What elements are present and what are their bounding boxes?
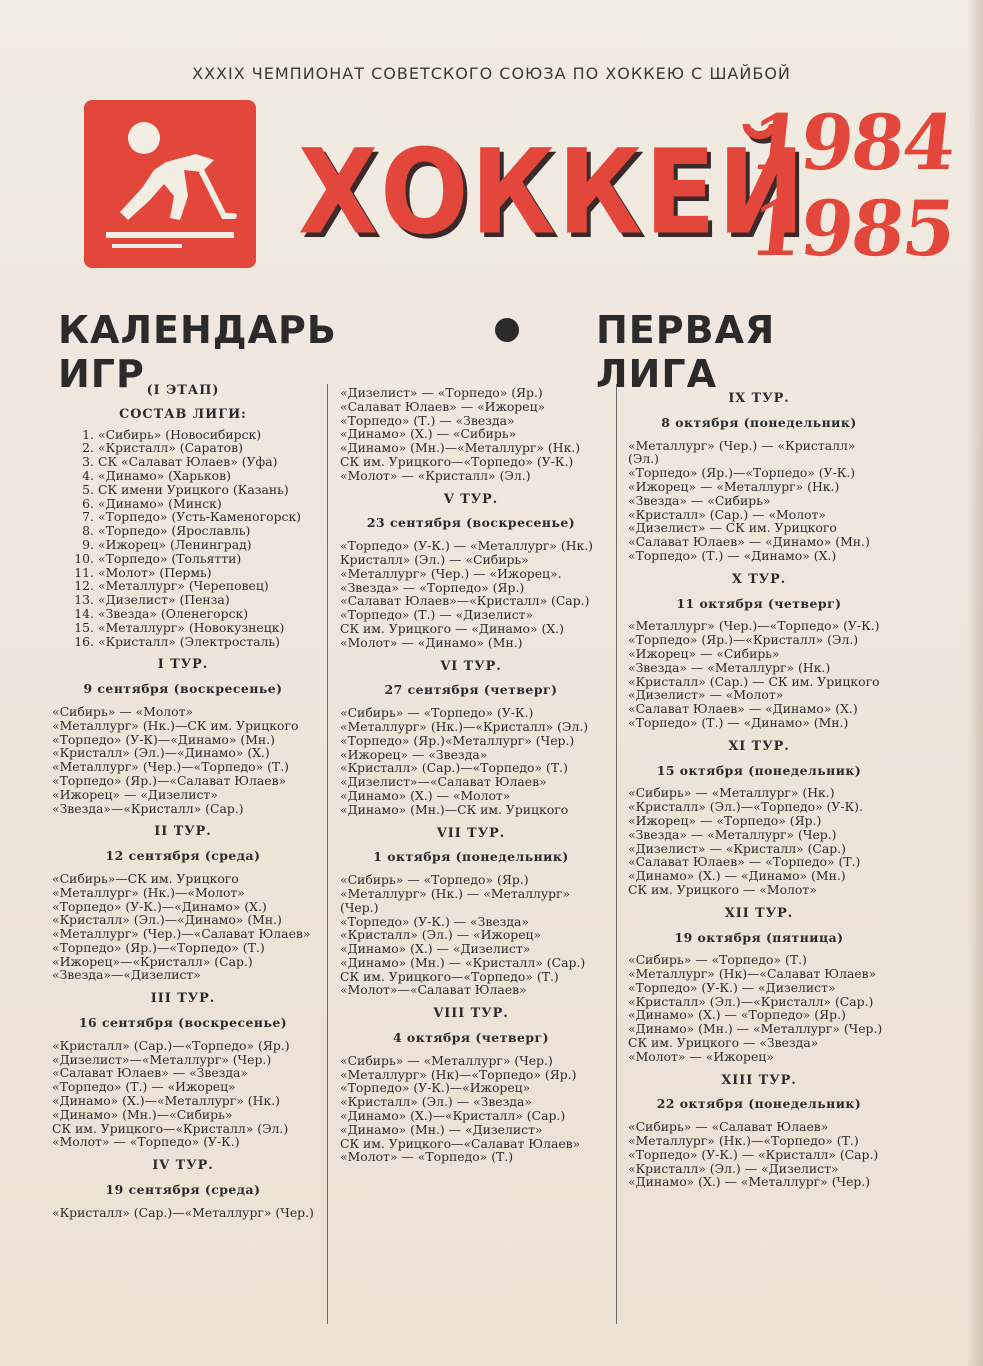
hockey-logo: [84, 100, 256, 268]
team-number: 6.: [82, 495, 94, 511]
match-line: СК им. Урицкого—«Торпедо» (Т.): [340, 968, 559, 984]
team-name: СК имени Урицкого (Казань): [98, 481, 289, 497]
match-line: «Звезда»—«Кристалл» (Сар.): [52, 800, 244, 816]
team-list: [52, 428, 314, 649]
team-entry: [72, 621, 314, 635]
hockey-player-icon: [84, 100, 256, 268]
page-edge-shadow: [967, 0, 983, 1366]
match-line: «Сибирь» — «Молот»: [52, 703, 194, 719]
season-years: [745, 98, 959, 273]
match-line: «Сибирь» — «Салават Юлаев»: [628, 1119, 829, 1135]
team-number: 7.: [82, 509, 94, 525]
match-line: «Динамо» (Х.) — «Металлург» (Чер.): [628, 1174, 871, 1190]
match-line: «Торпедо» (Т.) — «Ижорец»: [52, 1079, 236, 1095]
round-date: 15 октября (понедельник): [656, 762, 862, 778]
match-line: «Металлург» (Чер.)—«Торпедо» (Т.): [52, 759, 289, 775]
match-line: «Салават Юлаев» — «Динамо» (Мн.): [628, 534, 870, 550]
match-line: «Торпедо» (Т.) — «Динамо» (Х.): [628, 547, 837, 563]
team-name: СК «Салават Юлаев» (Уфа): [98, 454, 278, 470]
team-entry: [72, 497, 314, 511]
match-line: «Кристалл» (Сар.) — СК им. Урицкого: [628, 673, 880, 689]
round-title: I ТУР.: [157, 657, 209, 673]
stage-title: (I ЭТАП): [146, 383, 220, 398]
league-title: ПЕРВАЯ ЛИГА: [596, 308, 776, 396]
team-number: 10.: [74, 550, 94, 566]
team-name: «Торпедо» (Ярославль): [98, 523, 251, 539]
round-title: IV ТУР.: [152, 1158, 214, 1174]
match-line: «Динамо» (Х.) — «Молот»: [340, 787, 511, 803]
team-entry: [72, 428, 314, 442]
schedule-column-2: [340, 386, 602, 1164]
round-date: 12 сентября (среда): [105, 848, 261, 864]
match-line: СК им. Урицкого—«Кристалл» (Эл.): [52, 1120, 289, 1136]
team-number: 3.: [82, 454, 94, 470]
match-line: «Дизелист»—«Салават Юлаев»: [340, 774, 547, 790]
match-line: «Ижорец» — «Торпедо» (Яр.): [628, 812, 822, 828]
match-line: «Торпедо» (У-К.)—«Динамо» (Х.): [52, 898, 267, 914]
match-line: СК им. Урицкого—«Торпедо» (У-К.): [340, 453, 574, 469]
team-name: «Кристалл» (Электросталь): [98, 633, 280, 649]
round-date: 22 октября (понедельник): [656, 1096, 862, 1112]
rounds-list: [52, 658, 314, 1219]
round-block: [52, 1159, 314, 1219]
team-entry: [72, 607, 314, 621]
match-line: «Торпедо» (У-К)—«Динамо» (Мн.): [52, 731, 275, 747]
match-line: «Металлург» (Нк.)—«Кристалл» (Эл.): [340, 718, 589, 734]
round-title: V ТУР.: [443, 491, 499, 507]
match-line: «Ижорец» — «Дизелист»: [52, 786, 218, 802]
match-line: «Торпедо» (У-К.) — «Металлург» (Нк.): [340, 538, 594, 554]
match-line: «Звезда» — «Торпедо» (Яр.): [340, 579, 525, 595]
round-block: [340, 660, 602, 817]
round-date: 19 сентября (среда): [105, 1182, 261, 1198]
team-number: 5.: [82, 481, 94, 497]
match-line: СК им. Урицкого—«Салават Юлаев»: [340, 1135, 581, 1151]
match-line: «Торпедо» (Яр.)—«Торпедо» (У-К.): [628, 465, 856, 481]
team-name: «Кристалл» (Саратов): [98, 440, 243, 456]
championship-title: XXXIX ЧЕМПИОНАТ СОВЕТСКОГО СОЮЗА ПО ХОККЕЮ С ШАЙБОЙ: [192, 64, 791, 83]
round-title: III ТУР.: [150, 991, 216, 1007]
match-line: «Динамо» (Мн.)—«Сибирь»: [52, 1106, 233, 1122]
match-line: «Металлург» (Нк.)—«Молот»: [52, 884, 245, 900]
match-line: «Сибирь» — «Торпедо» (У-К.): [340, 705, 534, 721]
team-entry: [72, 635, 314, 649]
match-line: «Динамо» (Мн.)—СК им. Урицкого: [340, 801, 569, 817]
match-line: «Молот»—«Салават Юлаев»: [340, 982, 527, 998]
team-entry: [72, 566, 314, 580]
round-block: [340, 1007, 602, 1164]
round-date: 9 сентября (воскресенье): [83, 681, 283, 697]
match-line: «Ижорец»—«Кристалл» (Сар.): [52, 953, 253, 969]
match-line: «Металлург» (Чер.)—«Салават Юлаев»: [52, 926, 311, 942]
match-line: «Торпедо» (Т.) — «Звезда»: [340, 412, 515, 428]
match-line: «Динамо» (Х.) — «Торпедо» (Яр.): [628, 1007, 846, 1023]
match-line: «Торпедо» (Яр.)—«Торпедо» (Т.): [52, 939, 265, 955]
match-line: «Салават Юлаев» — «Звезда»: [52, 1065, 249, 1081]
schedule-column-3: [628, 382, 890, 1189]
match-line: «Кристалл» (Сар.)—«Торпедо» (Т.): [340, 760, 568, 776]
match-line: «Дизелист» — «Торпедо» (Яр.): [340, 385, 543, 400]
match-line: «Сибирь» — «Торпедо» (Яр.): [340, 872, 529, 888]
round-block: [628, 1074, 890, 1190]
team-entry: [72, 455, 314, 469]
round-date: 16 сентября (воскресенье): [78, 1015, 288, 1031]
team-name: «Ижорец» (Ленинград): [98, 536, 252, 552]
match-line: «Кристалл» (Эл.) — «Ижорец»: [340, 927, 542, 943]
match-line: «Металлург» (Нк.)—«Торпедо» (Т.): [628, 1133, 859, 1149]
column-divider: [327, 384, 328, 1324]
round-title: II ТУР.: [154, 824, 212, 840]
round-title: XIII ТУР.: [721, 1072, 797, 1088]
match-line: «Металлург» (Чер.)—«Торпедо» (У-К.): [628, 618, 880, 634]
season-year-start: 1984: [745, 98, 959, 187]
round-block: [52, 825, 314, 982]
team-entry: [72, 483, 314, 497]
match-line: «Салават Юлаев»—«Кристалл» (Сар.): [340, 593, 590, 609]
match-line: «Сибирь» — «Торпедо» (Т.): [628, 952, 807, 968]
team-entry: [72, 524, 314, 538]
team-number: 16.: [74, 633, 94, 649]
match-line: «Сибирь» — «Металлург» (Нк.): [628, 785, 835, 801]
team-entry: [72, 538, 314, 552]
round-title: XII ТУР.: [724, 905, 794, 921]
match-line: «Сибирь» — «Металлург» (Чер.): [340, 1052, 553, 1068]
match-line: СК им. Урицкого — «Молот»: [628, 881, 817, 897]
round-date: 8 октября (понедельник): [661, 414, 857, 430]
match-line: «Кристалл» (Сар.)—«Торпедо» (Яр.): [52, 1037, 290, 1053]
match-line: «Динамо» (Х.) — «Дизелист»: [340, 941, 531, 957]
round-continuation: [340, 386, 602, 483]
match-line: «Торпедо» (Т.) — «Дизелист»: [340, 607, 534, 623]
round-date: 23 сентября (воскресенье): [366, 515, 576, 531]
match-line: СК им. Урицкого — «Звезда»: [628, 1035, 819, 1051]
match-line: «Торпедо» (Яр.)—«Салават Юлаев»: [52, 772, 287, 788]
match-line: «Металлург» (Чер.) — «Кристалл» (Эл.): [628, 437, 860, 467]
match-line: «Кристалл» (Эл.) — «Звезда»: [340, 1094, 532, 1110]
round-date: 4 октября (четверг): [393, 1030, 549, 1046]
match-line: «Динамо» (Х.) — «Динамо» (Мн.): [628, 868, 846, 884]
round-title: XI ТУР.: [728, 738, 790, 754]
match-line: «Молот» — «Динамо» (Мн.): [340, 634, 523, 650]
season-year-end: 1985: [745, 184, 959, 273]
puck-bullet: [495, 318, 519, 342]
team-entry: [72, 510, 314, 524]
team-number: 2.: [82, 440, 94, 456]
match-line: «Звезда»—«Дизелист»: [52, 967, 201, 983]
match-line: «Молот» — «Кристалл» (Эл.): [340, 467, 531, 483]
round-block: [340, 493, 602, 650]
team-number: 11.: [74, 564, 94, 580]
match-line: «Кристалл» (Эл.)—«Кристалл» (Сар.): [628, 993, 874, 1009]
match-line: СК им. Урицкого — «Динамо» (Х.): [340, 620, 564, 636]
team-number: 13.: [74, 592, 94, 608]
round-block: [52, 992, 314, 1149]
round-block: [628, 392, 890, 563]
team-name: «Молот» (Пермь): [98, 564, 212, 580]
match-line: «Металлург» (Нк)—«Торпедо» (Яр.): [340, 1066, 577, 1082]
team-name: «Сибирь» (Новосибирск): [98, 426, 262, 442]
hockey-title: ХОККЕЙ: [298, 123, 807, 261]
match-line: «Кристалл» (Эл.)—«Динамо» (Х.): [52, 745, 270, 761]
roster-title: СОСТАВ ЛИГИ:: [119, 406, 247, 422]
team-entry: [72, 441, 314, 455]
match-line: «Динамо» (Х.)—«Кристалл» (Сар.): [340, 1108, 566, 1124]
round-block: [340, 827, 602, 998]
match-line: «Салават Юлаев» — «Ижорец»: [340, 398, 546, 414]
match-line: «Молот» — «Торпедо» (У-К.): [52, 1134, 240, 1150]
match-line: «Динамо» (Х.)—«Металлург» (Нк.): [52, 1093, 280, 1109]
round-block: [628, 907, 890, 1064]
round-date: 27 сентября (четверг): [384, 682, 558, 698]
round-title: VIII ТУР.: [433, 1006, 509, 1022]
match-line: «Ижорец» — «Сибирь»: [628, 645, 780, 661]
match-line: «Ижорец» — «Металлург» (Нк.): [628, 478, 840, 494]
team-name: «Динамо» (Минск): [98, 495, 222, 511]
team-number: 15.: [74, 619, 94, 635]
match-line: «Металлург» (Нк.)—СК им. Урицкого: [52, 717, 299, 733]
match-line: «Дизелист» — «Молот»: [628, 687, 784, 703]
match-line: «Динамо» (Мн.) — «Металлург» (Чер.): [628, 1021, 883, 1037]
match-line: «Динамо» (Мн.)—«Металлург» (Нк.): [340, 440, 581, 456]
match-line: «Динамо» (Х.) — «Сибирь»: [340, 426, 517, 442]
team-name: «Металлург» (Новокузнецк): [98, 619, 285, 635]
schedule-column-1: [52, 382, 314, 1220]
round-date: 11 октября (четверг): [676, 595, 842, 611]
match-line: «Торпедо» (У-К.)—«Ижорец»: [340, 1080, 531, 1096]
match-line: «Дизелист»—«Металлург» (Чер.): [52, 1051, 272, 1067]
match-line: «Звезда» — «Сибирь»: [628, 492, 771, 508]
team-number: 12.: [74, 578, 94, 594]
team-name: «Торпедо» (Усть-Каменогорск): [98, 509, 302, 525]
round-title: IX ТУР.: [728, 391, 790, 406]
round-block: [628, 740, 890, 897]
match-line: «Молот» — «Торпедо» (Т.): [340, 1149, 514, 1165]
match-line: «Звезда» — «Металлург» (Нк.): [628, 659, 831, 675]
match-line: «Торпедо» (Яр.)—«Кристалл» (Эл.): [628, 632, 859, 648]
team-name: «Металлург» (Череповец): [98, 578, 269, 594]
match-line: «Дизелист» — СК им. Урицкого: [628, 520, 837, 536]
team-entry: [72, 593, 314, 607]
team-number: 8.: [82, 523, 94, 539]
match-line: «Кристалл» (Эл.)—«Торпедо» (У-К).: [628, 799, 863, 815]
match-line: «Звезда» — «Металлург» (Чер.): [628, 826, 837, 842]
team-number: 14.: [74, 605, 94, 621]
match-line: «Динамо» (Мн.) — «Дизелист»: [340, 1121, 543, 1137]
round-title: X ТУР.: [731, 571, 787, 587]
round-block: [628, 573, 890, 730]
match-line: «Кристалл» (Эл.) — «Дизелист»: [628, 1160, 839, 1176]
match-line: «Металлург» (Нк)—«Салават Юлаев»: [628, 966, 877, 982]
round-title: VI ТУР.: [440, 658, 502, 674]
team-name: «Торпедо» (Тольятти): [98, 550, 242, 566]
round-date: 1 октября (понедельник): [373, 849, 569, 865]
match-line: «Торпедо» (У-К.) — «Звезда»: [340, 913, 530, 929]
match-line: «Динамо» (Мн.) — «Кристалл» (Сар.): [340, 954, 586, 970]
match-line: «Кристалл» (Сар.)—«Металлург» (Чер.): [52, 1204, 314, 1220]
round-block: [52, 658, 314, 815]
match-line: «Торпедо» (Т.) — «Динамо» (Мн.): [628, 714, 849, 730]
match-line: «Молот» — «Ижорец»: [628, 1048, 774, 1064]
match-line: «Торпедо» (У-К.) — «Дизелист»: [628, 979, 836, 995]
match-line: «Торпедо» (У-К.) — «Кристалл» (Сар.): [628, 1146, 879, 1162]
team-name: «Дизелист» (Пенза): [98, 592, 230, 608]
team-number: 1.: [82, 426, 94, 442]
rounds-list: [340, 493, 602, 1165]
team-number: 4.: [82, 467, 94, 483]
match-line: «Торпедо» (Яр.)«Металлург» (Чер.): [340, 732, 575, 748]
match-line: «Металлург» (Чер.) — «Ижорец».: [340, 565, 562, 581]
match-line: Кристалл» (Эл.) — «Сибирь»: [340, 551, 529, 567]
match-line: «Ижорец» — «Звезда»: [340, 746, 488, 762]
match-line: «Салават Юлаев» — «Динамо» (Х.): [628, 701, 858, 717]
team-name: «Звезда» (Оленегорск): [98, 605, 249, 621]
calendar-title: КАЛЕНДАРЬ ИГР: [58, 308, 337, 396]
team-entry: [72, 469, 314, 483]
match-line: «Дизелист» — «Кристалл» (Сар.): [628, 840, 846, 856]
match-line: «Салават Юлаев» — «Торпедо» (Т.): [628, 854, 861, 870]
team-name: «Динамо» (Харьков): [98, 467, 231, 483]
rounds-list: [628, 392, 890, 1189]
team-entry: [72, 552, 314, 566]
match-line: «Кристалл» (Эл.)—«Динамо» (Мн.): [52, 912, 282, 928]
match-line: «Металлург» (Нк.) — «Металлург» (Чер.): [340, 885, 575, 915]
match-line: «Кристалл» (Сар.) — «Молот»: [628, 506, 826, 522]
column-divider: [616, 384, 617, 1324]
team-number: 9.: [82, 536, 94, 552]
round-date: 19 октября (пятница): [674, 929, 844, 945]
match-line: «Сибирь»—СК им. Урицкого: [52, 870, 239, 886]
team-entry: [72, 579, 314, 593]
round-title: VII ТУР.: [436, 825, 506, 841]
